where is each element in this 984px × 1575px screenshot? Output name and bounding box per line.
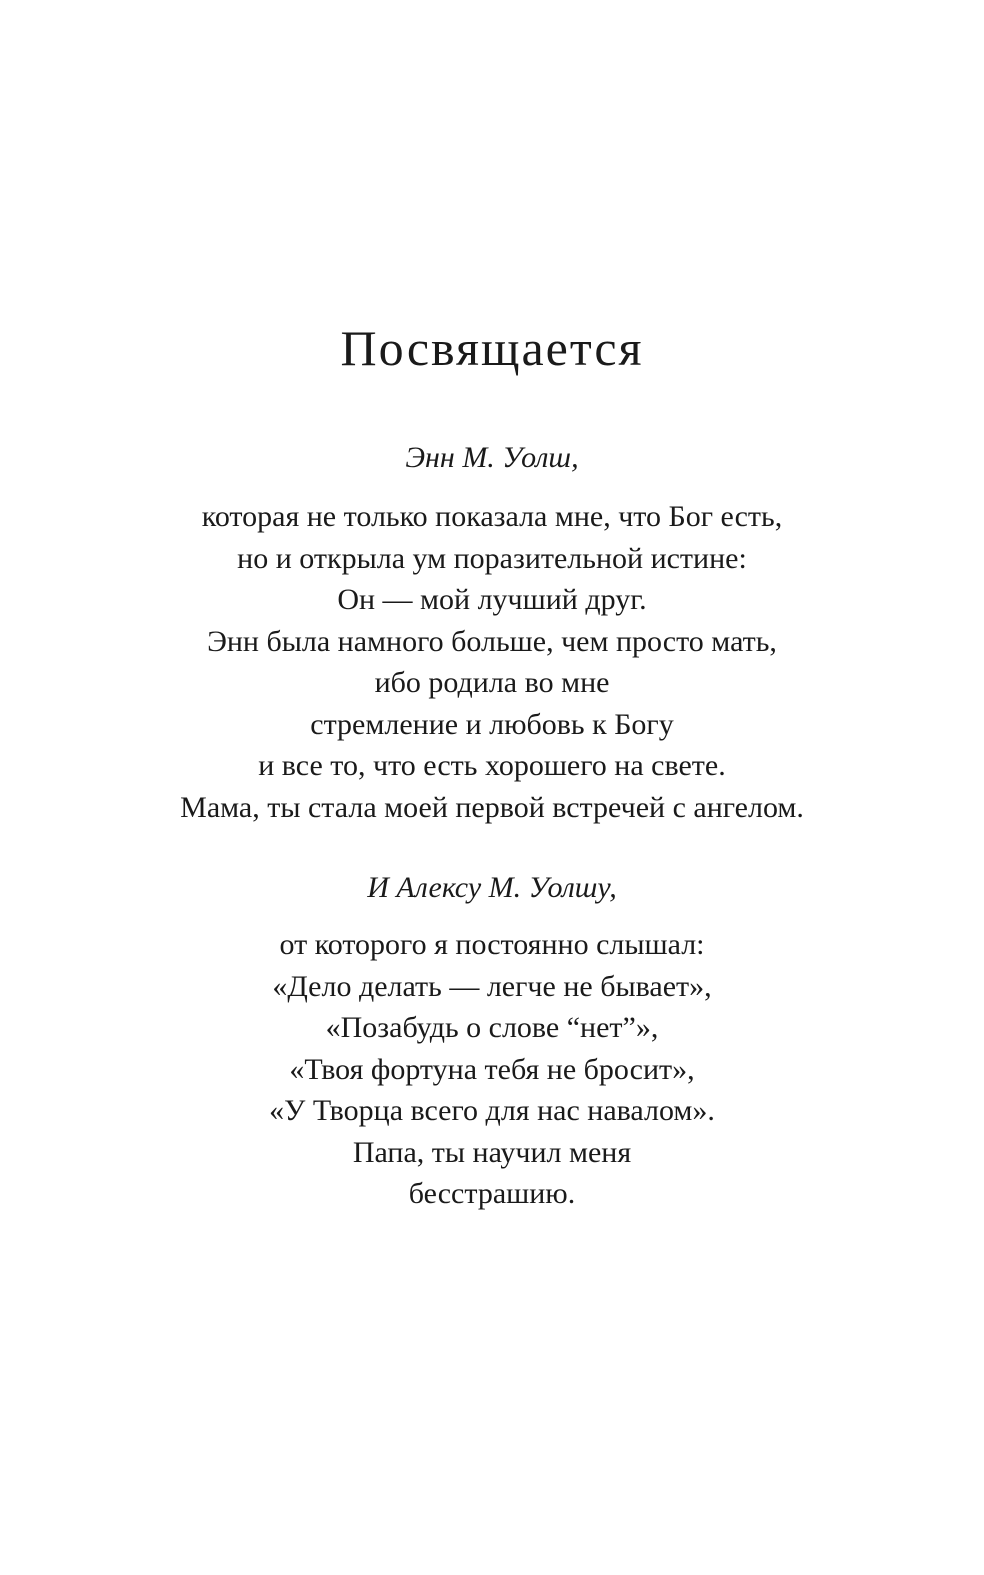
dedication-line: «Позабудь о слове “нет”», — [325, 1011, 659, 1044]
dedication-text-mother — [0, 496, 984, 828]
dedication-line: «У Творца всего для нас навалом». — [269, 1094, 715, 1127]
dedication-line: стремление и любовь к Богу — [310, 707, 674, 741]
page-title: Посвящается — [340, 320, 644, 376]
dedication-line: но и открыла ум поразительной истине: — [237, 541, 747, 575]
dedication-line: Мама, ты стала моей первой встречей с ангелом. — [180, 790, 804, 824]
dedication-line: от которого я постоянно слышал: — [279, 928, 705, 961]
dedication-line: которая не только показала мне, что Бог есть, — [201, 500, 783, 533]
dedication-line: «Твоя фортуна тебя не бросит», — [289, 1052, 695, 1086]
dedication-line: «Дело делать — легче не бывает», — [272, 969, 712, 1003]
dedication-line: бесстрашию. — [408, 1177, 576, 1210]
dedication-line: Энн была намного больше, чем просто мать, — [207, 624, 777, 658]
dedication-text-father — [0, 924, 984, 1215]
dedication-line: ибо родила во мне — [374, 666, 610, 699]
dedication-line: и все то, что есть хорошего на свете. — [258, 749, 726, 782]
dedicatee-mother: Энн М. Уолш, — [405, 441, 579, 474]
dedicatee-father: И Алексу М. Уолшу, — [367, 871, 617, 904]
dedication-line: Папа, ты научил меня — [352, 1135, 632, 1169]
dedication-line: Он — мой лучший друг. — [337, 583, 647, 616]
